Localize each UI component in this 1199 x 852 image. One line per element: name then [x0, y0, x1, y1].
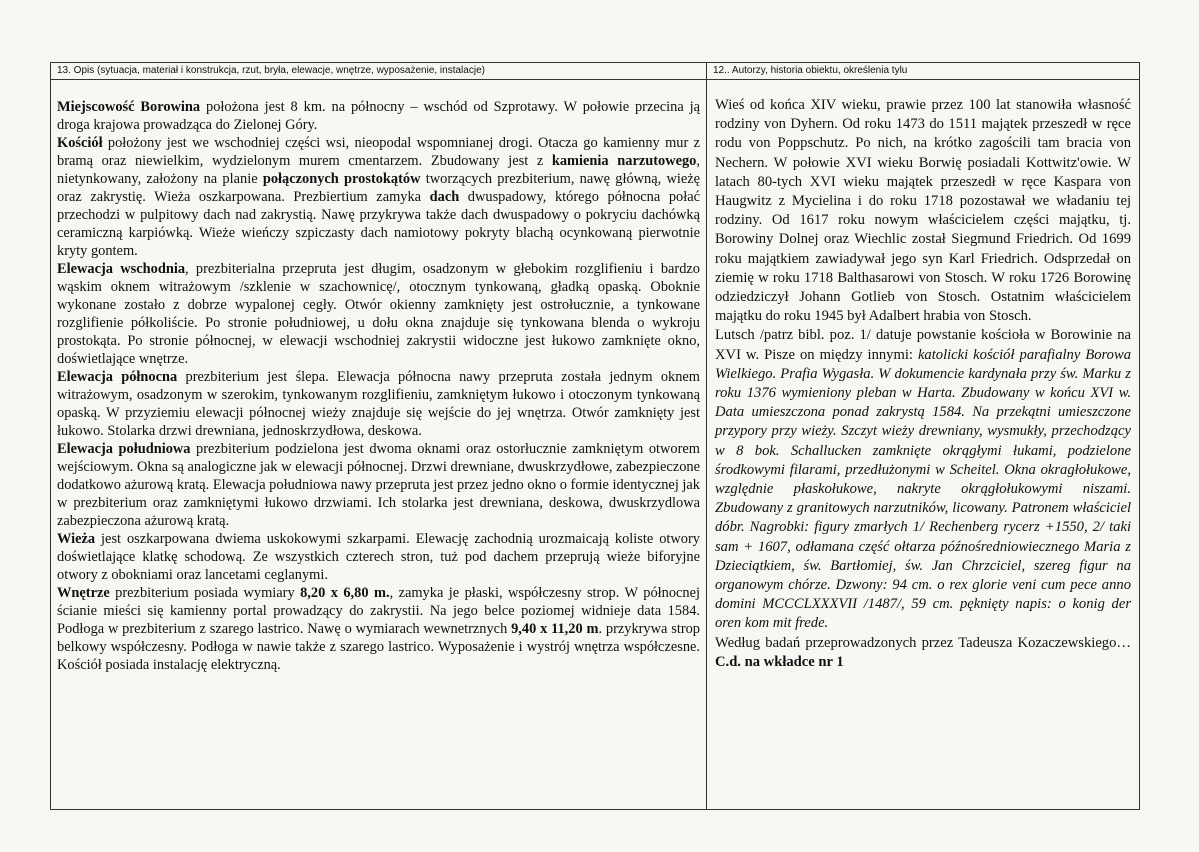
description-text — [51, 80, 706, 674]
paragraph-east-elevation: Elewacja wschodnia, prezbiterialna przepruta jest długim, osadzonym w głebokim rozglifieniu i bardzo wąskim oknem witrażowym /szklenie w szachownicę/, otocznym tynkowaną, gładką opaską. Oboknie wykonane zostało z dobrze wypalonej cegły. Otwór okienny zamknięty jest ostrołucznie, a tynkowane rozglifienie półkoliście. Po stronie południowej, u dołu okna znajduje się tynkowana blenda o wykroju prostokąta. Po stronie północnej, w elewacji wschodniej zakrystii widoczne jest łukowo zamknięte okno, doświetlające wnętrze. — [57, 261, 700, 367]
paragraph-church: Kościół położony jest we wschodniej części wsi, nieopodal wspomnianej drogi. Otacza go kamienny mur z bramą oraz niewielkim, wydzielonym murem cmentarzem. Zbudowany jest z kamienia narzutowego, nietynkowany, założony na planie połączonych prostokątów tworzących prezbiterium, nawę główną, wieżę oraz zakrystię. Wieża oszkarpowana. Prezbiertium zamyka dach dwuspadowy, którego północna połać przechodzi w pulpitowy dach nad zakrystią. Nawę przykrywa także dach dwuspadowy o pokryciu dachówką ceramiczną karpiówką. Wieże wieńczy szpiczasty dach namiotowy pokryty blachą ocynkowaną pierwotnie kryty gontem. — [57, 135, 700, 259]
paragraph-continuation: Według badań przeprowadzonych przez Tadeusza Kozaczewskiego… C.d. na wkładce nr 1 — [715, 634, 1131, 670]
history-text — [707, 80, 1139, 672]
paragraph-interior: Wnętrze prezbiterium posiada wymiary 8,20 x 6,80 m., zamyka je płaski, współczesny strop. W północnej ścianie mieści się kamienny portal prowadzący do zakrystii. Na jego belce poziomej widnieje data 1584. Podłoga w prezbiterium z szarego lastrico. Nawę o wymiarach wewnetrznych 9,40 x 11,20 m. przykrywa strop belkowy współczesny. Podłoga w nawie także z szarego lastrico. Wyposażenie i wystrój wnętrza współczesne. Kościół posiada instalację elektryczną. — [57, 585, 701, 673]
paragraph-south-elevation: Elewacja południowa prezbiterium podzielona jest dwoma oknami oraz ostorłucznie zamkniętym otworem wejściowym. Okna są analogiczne jak w elewacji północnej. Drzwi drewniane, dwuskrzydłowe, zabezpieczone dodatkowo ażurową kratą. Elewacja południowa nawy przepruta jest przez jedno okno o formie identycznej jak w prezbiterium oraz zamkniętymi łukowo drzwiami. Ich stolarka jest drewniana, deskowa, dwuskrzydlowa zabezpieczona ażurową kratą. — [57, 441, 700, 529]
continuation-note: C.d. na wkładce nr 1 — [715, 653, 844, 670]
form-sheet — [50, 62, 1140, 810]
paragraph-location: Miejscowość Borowina położona jest 8 km. na północny – wschód od Szprotawy. W połowie przecina ją droga krajowa prowadząca do Zielonej Góry. — [57, 99, 700, 133]
paragraph-north-elevation: Elewacja północna prezbiterium jest ślepa. Elewacja północna nawy przepruta została jednym oknem witrażowym, osadzonym w szerokim, tynkowanym rozglifieniu, zamkniętym łukowo i otoczonym tynkowaną opaską. W przyziemiu elewacji północnej wieży znajduje się wejście do jej wnętrza. Otwór zamknięty jest łukowo. Stolarka drzwi drewniana, jednoskrzydłowa, deskowa. — [57, 369, 700, 439]
paragraph-lutsch: Lutsch /patrz bibl. poz. 1/ datuje powstanie kościoła w Borowinie na XVI w. Pisze on między innymi: katolicki kościół parafialny Borowa Wielkiego. Prafia Wygasła. W dokumencie kardynała przy św. Marku z roku 1376 wymieniony pleban w Harta. Zbudowany w końcu XVI w. Data umieszczona ponad zakrystą 1584. Na przekątni umieszczone przypory przy wieży. Szczyt wieży drewniany, wysmukły, przechodzący w 8 bok. Schallucken zamknięte okrągłymi łukami, podzielone środkowymi filarami, przedłużonymi w Scheitel. Okna okragłołukowe, względnie płaskołukowe, nakryte okrągłołukowymi niszami. Zbudowany z granitowych narzutników, licowany. Patronem właściciel dóbr. Nagrobki: figury zmarłych 1/ Rechenberg rycerz +1550, 2/ taki sam + 1607, odłamana część ołtarza późnośredniowiecznego Maria z Dzieciątkiem, św. Bartłomiej, św. Jan Chrzciciel, szereg figur na organowym chórze. Dzwony: 94 cm. o rex glorie veni cum pece anno domini MCCCLXXXVII /1487/, 59 cm. pęknięty napis: o konig der oren kom mit frede. — [715, 327, 1131, 632]
description-column — [51, 63, 707, 809]
history-column — [707, 63, 1139, 809]
history-header: 12.. Autorzy, historia obiektu, określenia tylu — [707, 63, 1139, 80]
paragraph-tower: Wieża jest oszkarpowana dwiema uskokowymi szkarpami. Elewację zachodnią urozmaicają koliste otwory doświetlające klatkę schodową. Ze wszystkich czterech stron, tuż pod dachem przeprują wieże biforyjne otwory z obokniami oraz lancetami ceglanymi. — [57, 531, 700, 583]
description-header: 13. Opis (sytuacja, materiał i konstrukcja, rzut, bryła, elewacje, wnętrze, wyposażenie, instalacje) — [51, 63, 706, 80]
paragraph-ownership: Wieś od końca XIV wieku, prawie przez 100 lat stanowiła własność rodziny von Dyhern. Od roku 1473 do 1511 majątek przeszedł w ręce rodu von Poppschutz. Po nich, na krótko zagościli tam bracia von Nechern. W połowie XVI wieku Borwię posiadali Kottwitz'owie. W latach 80-tych XVI wieku majątek przeszedł w ręce Kaspara von Haugwitz z Mycielina i do roku 1718 pozostawał we władaniu tej rodziny. Od 1617 roku nowym właścicielem części majątku, tj. Borowiny Dolnej oraz Wiechlic został Siegmund Friedrich. Od 1699 roku majątkiem zawiadywał jego syn Karl Friedrich. Odsprzedał on ziemię w roku 1718 Balthasarowi von Stosch. W roku 1726 Borowinę odziedziczył Johann Gotlieb von Stosch. Ostatnim właścicielem majątku do roku 1945 był Adalbert hrabia von Stosch. — [715, 97, 1131, 325]
